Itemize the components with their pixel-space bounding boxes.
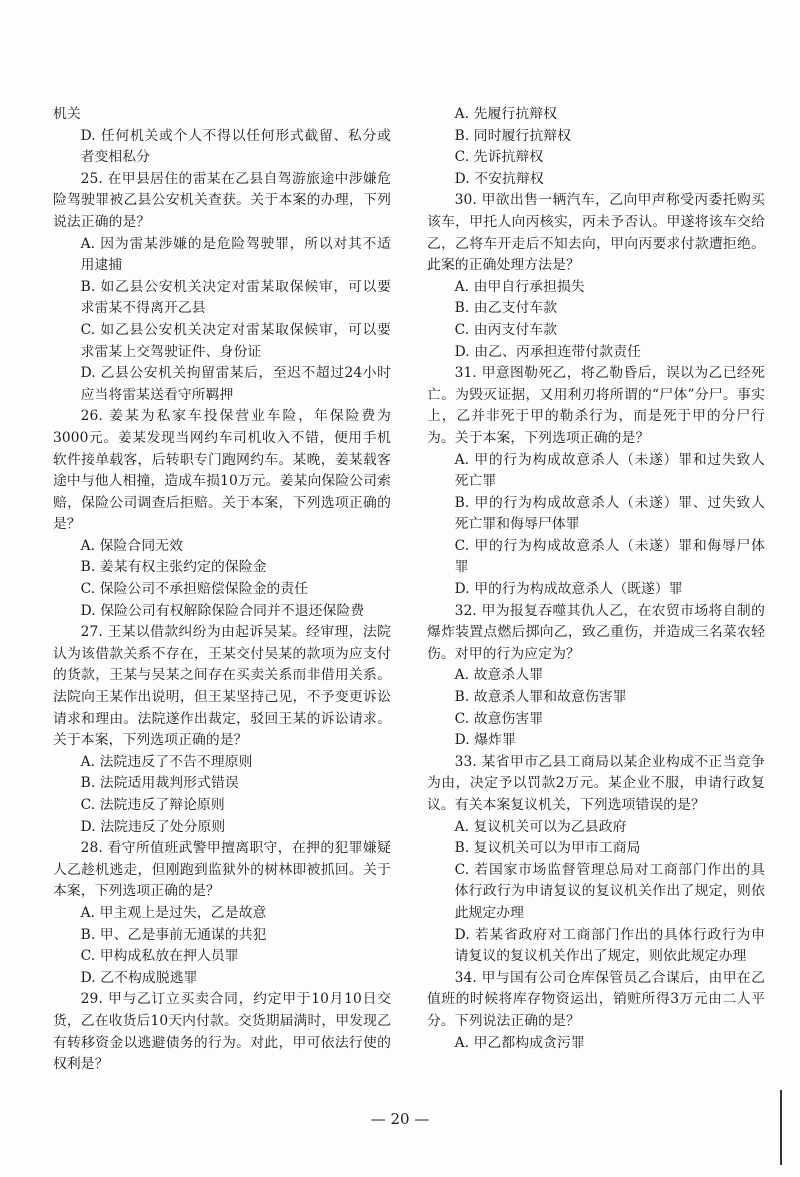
answer-option: C. 先诉抗辩权 (454, 149, 544, 166)
answer-option: A. 甲主观上是过失，乙是故意 (80, 904, 267, 921)
answer-option: D. 保险公司有权解除保险合同并不退还保险费 (80, 602, 365, 619)
answer-option: C. 故意伤害罪 (454, 710, 544, 727)
answer-option: B. 复议机关可以为甲市工商局 (454, 840, 641, 857)
answer-option: B. 如乙县公安机关决定对雷某取保候审，可以要求雷某不得离开乙县 (80, 278, 391, 317)
answer-option: A. 复议机关可以为乙县政府 (454, 818, 627, 835)
answer-option: B. 由乙支付车款 (454, 300, 558, 317)
answer-option: C. 由丙支付车款 (454, 321, 558, 338)
question-stem: 27. 王某以借款纠纷为由起诉吴某。经审理，法院认为该借款关系不存在，王某交付吴某的款项为应支付的货款，王某与吴某之间存在买卖关系而非借用关系。法院向王某作出说明，但王某坚持己见，不予变更诉讼请求和理由。法院遂作出裁定，驳回王某的诉讼请求。关于本案，下列选项正确的是？ (53, 624, 391, 749)
answer-option: D. 乙不构成脱逃罪 (80, 969, 198, 986)
answer-option: D. 由乙、丙承担连带付款责任 (454, 343, 641, 360)
answer-option: B. 同时履行抗辩权 (454, 127, 572, 144)
left-column (53, 104, 391, 1076)
margin-rule (780, 1090, 782, 1165)
answer-option: D. 法院违反了处分原则 (80, 818, 226, 835)
question-stem: 26. 姜某为私家车投保营业车险，年保险费为3000元。姜某发现当网约车司机收入不错，便用手机软件接单载客，后转职专门跑网约车。某晚，姜某载客途中与他人相撞，造成车损10万元。姜某向保险公司索赔，保险公司调查后拒赔。关于本案，下列选项正确的是？ (53, 408, 391, 533)
answer-option: C. 甲构成私放在押人员罪 (80, 948, 239, 965)
answer-option: A. 由甲自行承担损失 (454, 278, 585, 295)
answer-option: D. 甲的行为构成故意杀人（既遂）罪 (454, 581, 683, 598)
answer-option: A. 先履行抗辩权 (454, 106, 558, 122)
answer-option: A. 因为雷某涉嫌的是危险驾驶罪，所以对其不适用逮捕 (80, 235, 391, 274)
answer-option: B. 法院适用裁判形式错误 (80, 775, 239, 792)
answer-option: B. 姜某有权主张约定的保险金 (80, 559, 267, 576)
answer-option: A. 甲乙都构成贪污罪 (454, 1034, 585, 1051)
question-stem: 33. 某省甲市乙县工商局以某企业构成不正当竞争为由，决定予以罚款2万元。某企业不服，申请行政复议。有关本案复议机关，下列选项错误的是？ (427, 753, 765, 813)
question-stem: 31. 甲意图勒死乙，将乙勒昏后，误以为乙已经死亡。为毁灭证据，又用利刃将所谓的“尸体”分尸。事实上，乙并非死于甲的勒杀行为，而是死于甲的分尸行为。关于本案，下列选项正确的是？ (427, 365, 765, 446)
question-stem: 34. 甲与国有公司仓库保管员乙合谋后，由甲在乙值班的时候将库存物资运出，销赃所得3万元由二人平分。下列说法正确的是？ (427, 969, 765, 1029)
question-stem: 28. 看守所值班武警甲擅离职守，在押的犯罪嫌疑人乙趁机逃走，但刚跑到监狱外的树林即被抓回。关于本案，下列选项正确的是？ (53, 840, 391, 900)
answer-option: A. 甲的行为构成故意杀人（未遂）罪和过失致人死亡罪 (454, 451, 765, 490)
answer-option: C. 法院违反了辩论原则 (80, 797, 225, 813)
answer-option: B. 故意杀人罪和故意伤害罪 (454, 689, 627, 706)
question-stem: 30. 甲欲出售一辆汽车，乙向甲声称受丙委托购买该车，甲托人向丙核实，丙未予否认。甲遂将该车交给乙，乙将车开走后不知去向，甲向丙要求付款遭拒绝。此案的正确处理方法是？ (427, 192, 765, 274)
answer-option: C. 如乙县公安机关决定对雷某取保候审，可以要求雷某上交驾驶证件、身份证 (80, 321, 391, 360)
answer-option: B. 甲的行为构成故意杀人（未遂）罪、过失致人死亡罪和侮辱尸体罪 (454, 494, 765, 533)
answer-option: A. 法院违反了不告不理原则 (80, 753, 253, 770)
question-stem: 29. 甲与乙订立买卖合同，约定甲于10月10日交货，乙在收货后10天内付款。交货期届满时，甲发现乙有转移资金以逃避债务的行为。对此，甲可依法行使的权利是？ (53, 991, 391, 1073)
answer-option: B. 甲、乙是事前无通谋的共犯 (80, 926, 267, 943)
page-number: — 20 — (370, 1110, 430, 1128)
answer-option: C. 甲的行为构成故意杀人（未遂）罪和侮辱尸体罪 (454, 537, 765, 576)
right-column (427, 104, 765, 1054)
question-stem: 32. 甲为报复吞噬其仇人乙，在农贸市场将自制的爆炸装置点燃后掷向乙，致乙重伤，并造成三名菜农轻伤。对甲的行为应定为？ (427, 602, 765, 662)
answer-option: C. 保险公司不承担赔偿保险金的责任 (80, 581, 309, 598)
answer-option: D. 爆炸罪 (454, 732, 516, 749)
answer-option: D. 不安抗辩权 (454, 170, 544, 187)
question-stem: 25. 在甲县居住的雷某在乙县自驾游旅途中涉嫌危险驾驶罪被乙县公安机关查获。关于本案的办理，下列说法正确的是？ (53, 170, 391, 230)
answer-option: A. 故意杀人罪 (454, 667, 544, 684)
paragraph-continuation: 机关 (53, 106, 81, 122)
answer-option: D. 任何机关或个人不得以任何形式截留、私分或者变相私分 (80, 127, 391, 166)
answer-option: A. 保险合同无效 (80, 537, 184, 554)
answer-option: D. 乙县公安机关拘留雷某后，至迟不超过24小时应当将雷某送看守所羁押 (80, 365, 391, 403)
answer-option: C. 若国家市场监督管理总局对工商部门作出的具体行政行为申请复议的复议机关作出了规定，则依此规定办理 (454, 861, 765, 921)
answer-option: D. 若某省政府对工商部门作出的具体行政行为申请复议的复议机关作出了规定，则依此规定办理 (454, 926, 765, 965)
